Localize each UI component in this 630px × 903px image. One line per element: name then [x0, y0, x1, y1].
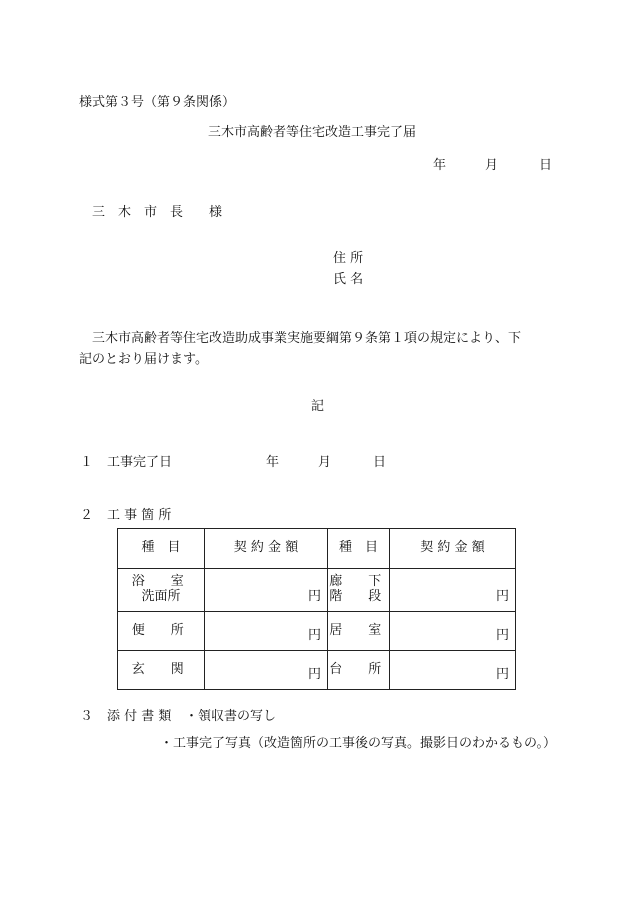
- category-line: 洗面所: [141, 589, 181, 604]
- name-label: 氏 名: [333, 272, 364, 287]
- item1-label: 工事完了日: [107, 455, 173, 470]
- category-line: 台 所: [329, 661, 388, 677]
- category-line: 廊 下: [329, 574, 388, 590]
- category-kitchen: [328, 651, 390, 690]
- address-label: 住 所: [333, 251, 364, 266]
- item2-number: ２: [80, 508, 94, 523]
- date-month-label: 月: [485, 158, 499, 173]
- item1-day-label: 日: [373, 455, 387, 470]
- attachment-receipt: ・領収書の写し: [185, 709, 277, 724]
- header-category-right: 種 目: [328, 529, 390, 569]
- yen-unit: 円: [307, 628, 321, 644]
- header-category-left: 種 目: [118, 529, 205, 569]
- form-number: 様式第３号（第９条関係）: [79, 95, 236, 110]
- item3-label: 添 付 書 類: [107, 709, 172, 724]
- table-row: [118, 612, 516, 651]
- header-amount-left: 契 約 金 額: [205, 529, 328, 569]
- category-entrance: [118, 651, 205, 690]
- yen-unit: 円: [495, 628, 509, 644]
- yen-unit: 円: [495, 667, 509, 683]
- table-header-row: [118, 529, 516, 569]
- document-title: 三木市高齢者等住宅改造工事完了届: [208, 125, 417, 140]
- category-line: 居 室: [329, 622, 388, 638]
- yen-unit: 円: [307, 667, 321, 683]
- category-hall-stairs: [328, 569, 390, 612]
- amount-cell: [205, 569, 328, 612]
- addressee: 三 木 市 長 様: [92, 205, 223, 220]
- amount-cell: [390, 612, 516, 651]
- item1-year-label: 年: [266, 455, 280, 470]
- category-line: 浴 室: [131, 574, 191, 590]
- attachment-photos: ・工事完了写真（改造箇所の工事後の写真。撮影日のわかるもの。）: [160, 736, 556, 751]
- amount-cell: [205, 651, 328, 690]
- category-line: 便 所: [131, 622, 191, 638]
- category-line: 玄 関: [131, 661, 191, 677]
- item1-number: １: [80, 455, 94, 470]
- table-row: [118, 651, 516, 690]
- body-line-1: 三木市高齢者等住宅改造助成事業実施要綱第９条第１項の規定により、下: [92, 331, 522, 346]
- yen-unit: 円: [307, 589, 321, 605]
- amount-cell: [390, 651, 516, 690]
- amount-cell: [205, 612, 328, 651]
- table-row: [118, 569, 516, 612]
- amount-cell: [390, 569, 516, 612]
- item3-number: ３: [80, 709, 94, 724]
- category-bath-washroom: [118, 569, 205, 612]
- ki-heading: 記: [311, 399, 325, 414]
- item2-label: 工 事 箇 所: [107, 508, 172, 523]
- header-amount-right: 契 約 金 額: [390, 529, 516, 569]
- category-toilet: [118, 612, 205, 651]
- date-year-label: 年: [433, 158, 447, 173]
- category-line: 階 段: [329, 589, 388, 604]
- body-line-2: 記のとおり届けます。: [79, 352, 208, 367]
- category-living-room: [328, 612, 390, 651]
- work-locations-table: [117, 528, 516, 690]
- yen-unit: 円: [495, 589, 509, 605]
- date-day-label: 日: [539, 158, 553, 173]
- item1-month-label: 月: [318, 455, 332, 470]
